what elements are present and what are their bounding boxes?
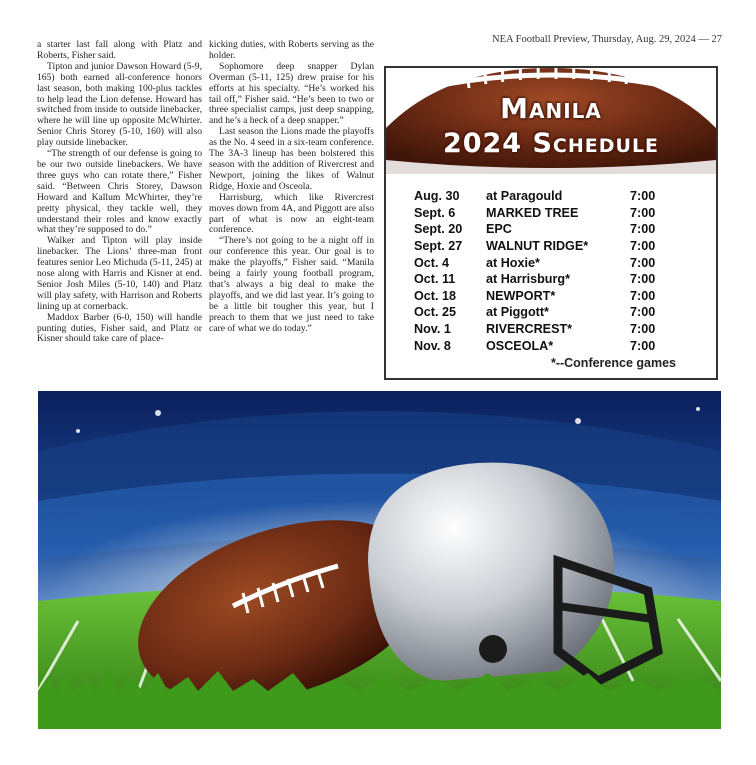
game-time: 7:00 — [630, 305, 656, 320]
game-date: Aug. 30 — [414, 189, 460, 204]
schedule-row — [414, 337, 704, 354]
game-opponent: at Hoxie* — [486, 255, 540, 270]
game-opponent: NEWPORT* — [486, 288, 556, 303]
article-column-1 — [37, 40, 202, 345]
schedule-title-season: 2024 Schedule — [442, 128, 660, 159]
schedule-row — [414, 271, 704, 288]
game-date: Oct. 11 — [414, 272, 456, 287]
schedule-table — [414, 188, 704, 354]
game-opponent: at Piggott* — [486, 305, 549, 320]
paragraph: Harrisburg, which like Rivercrest moves down from 4A, and Piggott are also part of what is now an eight-team conference. — [209, 191, 374, 236]
schedule-row — [414, 288, 704, 305]
game-date: Nov. 1 — [414, 322, 451, 337]
game-time: 7:00 — [630, 239, 656, 254]
paragraph: “The strength of our defense is going to be our two outside linebackers. We have three guys who can rotate there,” Fisher said. “Between Chris Storey, Dawson Howard and Kallum McWhirter, they’re pretty physical, they tackle well, they understand their roles and know exactly what they’re supposed to do.” — [37, 148, 202, 236]
schedule-row — [414, 238, 704, 255]
schedule-row — [414, 205, 704, 222]
game-date: Nov. 8 — [414, 338, 451, 353]
schedule-row — [414, 304, 704, 321]
paragraph: Last season the Lions made the playoffs as the No. 4 seed in a six-team conference. The 3A-3 lineup has been bolstered this season with the addition of Rivercrest and Newport, joining the likes of Walnut Ridge, Hoxie and Osceola. — [209, 126, 374, 192]
game-time: 7:00 — [630, 322, 656, 337]
game-opponent: WALNUT RIDGE* — [486, 239, 589, 254]
football-illustration — [38, 391, 721, 729]
game-date: Oct. 18 — [414, 288, 456, 303]
game-date: Sept. 20 — [414, 222, 463, 237]
schedule-box — [384, 66, 718, 380]
game-opponent: MARKED TREE — [486, 205, 579, 220]
schedule-row — [414, 221, 704, 238]
game-time: 7:00 — [630, 205, 656, 220]
paragraph: a starter last fall along with Platz and Roberts, Fisher said. — [37, 39, 202, 61]
game-date: Sept. 27 — [414, 239, 463, 254]
game-time: 7:00 — [630, 189, 656, 204]
game-opponent: EPC — [486, 222, 512, 237]
schedule-title-team: Manila — [500, 92, 602, 125]
paragraph: Maddox Barber (6-0, 150) will handle punting duties, Fisher said, and Platz or Kisner should take care of place- — [37, 311, 202, 345]
paragraph: “There’s not going to be a night off in our conference this year. Our goal is to make the playoffs,” Fisher said. “Manila being a fairly young football program, that’s always a big deal to make the playoffs, and we did last year. It’s going to be a little bit tougher this year, but I preach to them that we just need to take care of what we do today.” — [209, 235, 374, 334]
game-opponent: at Paragould — [486, 189, 563, 204]
game-opponent: at Harrisburg* — [486, 272, 570, 287]
game-time: 7:00 — [630, 338, 656, 353]
paragraph: kicking duties, with Roberts serving as the holder. — [209, 39, 374, 61]
game-opponent: RIVERCREST* — [486, 322, 573, 337]
schedule-row — [414, 321, 704, 338]
article-column-2 — [209, 40, 374, 334]
game-date: Oct. 4 — [414, 255, 449, 270]
game-time: 7:00 — [630, 222, 656, 237]
game-date: Sept. 6 — [414, 205, 456, 220]
game-time: 7:00 — [630, 288, 656, 303]
schedule-row — [414, 254, 704, 271]
game-time: 7:00 — [630, 255, 656, 270]
paragraph: Walker and Tipton will play inside linebacker. The Lions’ three-man front features senior Leo Michuda (5-11, 245) at nose along with Harris and Kisner at end. Senior Josh Miles (5-10, 140) and Platz will play safety, with Harrison and Roberts lining up at cornerback. — [37, 235, 202, 312]
game-date: Oct. 25 — [414, 305, 456, 320]
schedule-row — [414, 188, 704, 205]
paragraph: Tipton and junior Dawson Howard (5-9, 165) both earned all-conference honors last season, both making 100-plus tackles to help lead the Lion defense. Howard has switched from inside to outside linebacker, where he will line up opposite McWhirter. Senior Chris Storey (5-10, 160) will also play outside linebacker. — [37, 60, 202, 149]
game-opponent: OSCEOLA* — [486, 338, 554, 353]
page-header: NEA Football Preview, Thursday, Aug. 29, 2024 — 27 — [491, 34, 722, 45]
game-time: 7:00 — [630, 272, 656, 287]
schedule-footnote: *--Conference games — [550, 356, 676, 370]
paragraph: Sophomore deep snapper Dylan Overman (5-11, 125) drew praise for his efforts at his specialty. “He’s worked his tail off,” Fisher said. “He’s been to two or three specialist camps, just deep snapping, and he’s a heck of a deep snapper.” — [209, 60, 374, 127]
